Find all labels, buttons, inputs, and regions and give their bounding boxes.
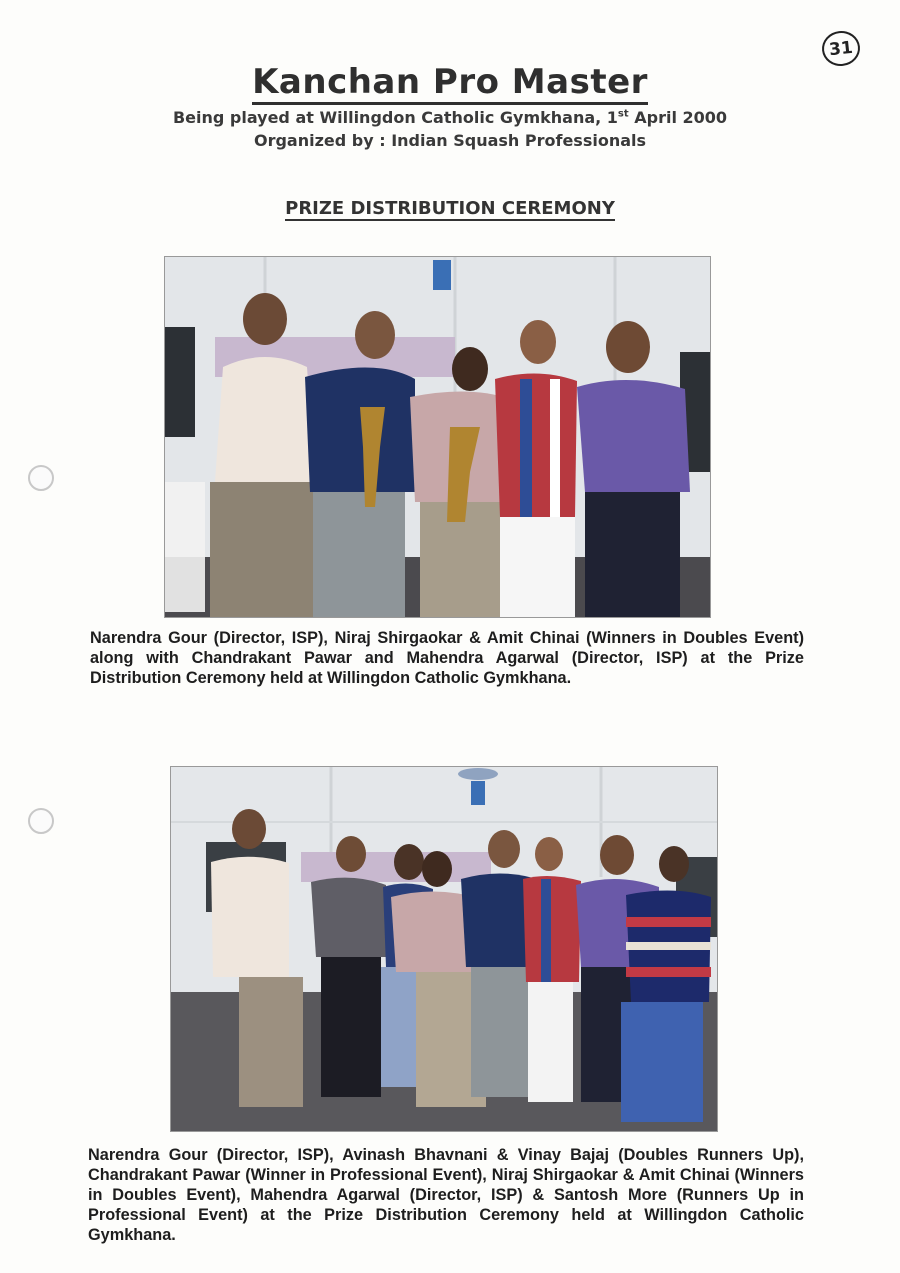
ceremony-photo-1 bbox=[165, 257, 710, 617]
photo-1-caption: Narendra Gour (Director, ISP), Niraj Shirgaokar & Amit Chinai (Winners in Doubles Event) along with Chandrakant Pawar and Mahendra Agarwal (Director, ISP) at the Prize Distribution Ceremony held at Willingdon Catholic Gymkhana. bbox=[90, 629, 804, 687]
ceremony-photo-2 bbox=[171, 767, 717, 1131]
event-venue-date: Being played at Willingdon Catholic Gymkhana, 1st April 2000 bbox=[172, 108, 728, 127]
document-title: Kanchan Pro Master bbox=[0, 62, 900, 102]
group-photo-illustration bbox=[165, 257, 710, 617]
photo-2-caption: Narendra Gour (Director, ISP), Avinash Bhavnani & Vinay Bajaj (Doubles Runners Up), Chandrakant Pawar (Winner in Professional Event), Niraj Shirgaokar & Amit Chinai (Winners in Doubles Event), Mahendra Agarwal (Director, ISP) & Santosh More (Runners Up in Professional Event) at the Prize Distribution Ceremony held at Willingdon Catholic Gymkhana. bbox=[88, 1146, 804, 1244]
page-number: 31 bbox=[820, 29, 861, 68]
organizer: Organized by : Indian Squash Professionals bbox=[253, 131, 647, 150]
punch-hole bbox=[28, 465, 54, 491]
section-title: PRIZE DISTRIBUTION CEREMONY bbox=[285, 198, 615, 219]
punch-hole bbox=[28, 808, 54, 834]
group-photo-illustration bbox=[171, 767, 717, 1131]
